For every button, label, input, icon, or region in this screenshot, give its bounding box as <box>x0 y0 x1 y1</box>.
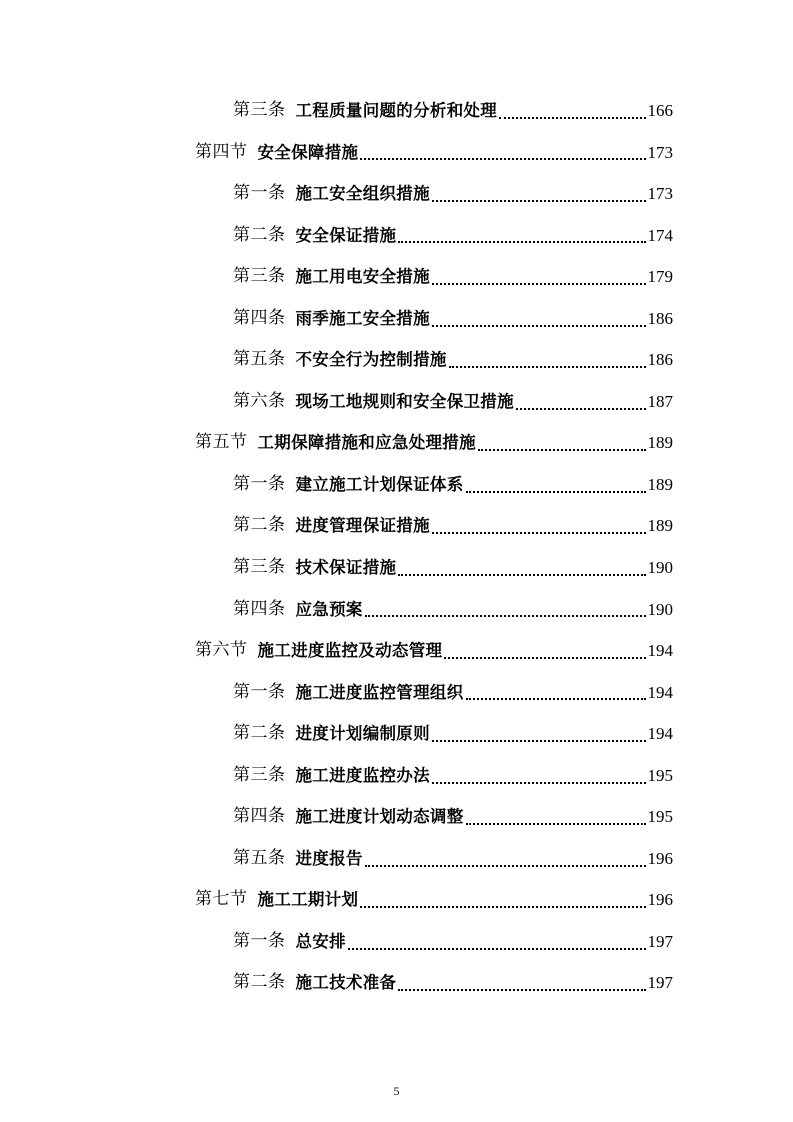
toc-entry-label: 第四条 <box>233 598 286 619</box>
toc-entry-page-number: 186 <box>647 308 673 328</box>
toc-item-entry[interactable] <box>0 547 673 589</box>
toc-item-entry[interactable] <box>0 962 673 1004</box>
toc-entry-page-number: 194 <box>647 682 673 702</box>
page-number: 5 <box>393 1084 400 1098</box>
toc-entry-title: 建立施工计划保证体系 <box>295 474 464 494</box>
toc-entry-title: 施工进度监控办法 <box>295 765 430 785</box>
toc-entry-page-number: 196 <box>647 848 673 868</box>
toc-dot-leader <box>398 240 645 243</box>
toc-entry-title: 施工用电安全措施 <box>295 267 430 287</box>
toc-entry-title: 施工工期计划 <box>257 890 359 910</box>
toc-dot-leader <box>444 656 645 659</box>
toc-item-entry[interactable] <box>0 921 673 963</box>
toc-dot-leader <box>365 614 646 617</box>
toc-entry-label: 第三条 <box>233 100 286 120</box>
toc-dot-leader <box>432 781 646 784</box>
toc-item-entry[interactable] <box>0 256 673 298</box>
toc-entry-page-number: 189 <box>647 516 673 536</box>
toc-dot-leader <box>499 116 645 119</box>
toc-entry-title: 进度管理保证措施 <box>295 516 430 536</box>
toc-section-entry[interactable] <box>0 879 673 921</box>
toc-entry-title: 应急预案 <box>295 599 363 619</box>
toc-entry-page-number: 173 <box>647 142 673 162</box>
toc-dot-leader <box>348 947 646 950</box>
toc-dot-leader <box>466 490 646 493</box>
toc-entry-label: 第六节 <box>195 640 248 661</box>
toc-dot-leader <box>432 199 646 202</box>
toc-entry-page-number: 174 <box>647 225 673 245</box>
table-of-contents <box>0 90 793 1004</box>
toc-entry-page-number: 166 <box>647 101 673 120</box>
toc-dot-leader <box>432 739 646 742</box>
toc-entry-title: 进度报告 <box>295 848 363 868</box>
toc-entry-title: 工期保障措施和应急处理措施 <box>257 433 476 453</box>
toc-dot-leader <box>398 988 645 991</box>
toc-entry-label: 第六条 <box>233 390 286 411</box>
toc-entry-label: 第三条 <box>233 557 286 578</box>
toc-entry-page-number: 194 <box>647 724 673 744</box>
toc-item-entry[interactable] <box>0 215 673 257</box>
toc-entry-label: 第三条 <box>233 764 286 785</box>
toc-entry-page-number: 190 <box>647 558 673 578</box>
toc-item-entry[interactable] <box>0 298 673 340</box>
toc-item-entry[interactable] <box>0 339 673 381</box>
toc-entry-page-number: 195 <box>647 765 673 785</box>
toc-item-entry[interactable] <box>0 589 673 631</box>
toc-entry-title: 进度计划编制原则 <box>295 724 430 744</box>
toc-entry-title: 现场工地规则和安全保卫措施 <box>295 391 514 411</box>
toc-dot-leader <box>516 407 646 410</box>
toc-entry-title: 安全保证措施 <box>295 225 397 245</box>
toc-entry-page-number: 197 <box>647 931 673 951</box>
toc-entry-title: 施工安全组织措施 <box>295 184 430 204</box>
toc-dot-leader <box>432 282 646 285</box>
toc-entry-label: 第二条 <box>233 515 286 536</box>
toc-entry-label: 第一条 <box>233 473 286 494</box>
toc-dot-leader <box>398 573 645 576</box>
toc-item-entry[interactable] <box>0 173 673 215</box>
toc-entry-title: 安全保障措施 <box>257 142 359 162</box>
toc-item-entry[interactable] <box>0 90 673 132</box>
toc-entry-label: 第四节 <box>195 141 248 162</box>
toc-section-entry[interactable] <box>0 132 673 174</box>
toc-entry-label: 第一条 <box>233 681 286 702</box>
toc-entry-title: 雨季施工安全措施 <box>295 308 430 328</box>
toc-entry-page-number: 189 <box>647 474 673 494</box>
toc-dot-leader <box>365 864 646 867</box>
toc-entry-title: 施工技术准备 <box>295 973 397 993</box>
toc-entry-page-number: 196 <box>647 890 673 910</box>
toc-entry-label: 第一条 <box>233 183 286 204</box>
toc-entry-page-number: 173 <box>647 184 673 204</box>
toc-entry-title: 施工进度计划动态调整 <box>295 807 464 827</box>
toc-entry-label: 第四条 <box>233 307 286 328</box>
toc-dot-leader <box>432 531 646 534</box>
toc-entry-label: 第五条 <box>233 349 286 370</box>
toc-entry-title: 工程质量问题的分析和处理 <box>295 101 498 120</box>
toc-item-entry[interactable] <box>0 672 673 714</box>
toc-entry-page-number: 197 <box>647 973 673 993</box>
toc-entry-page-number: 179 <box>647 267 673 287</box>
toc-entry-label: 第二条 <box>233 224 286 245</box>
toc-entry-title: 技术保证措施 <box>295 558 397 578</box>
toc-entry-label: 第二条 <box>233 723 286 744</box>
toc-item-entry[interactable] <box>0 381 673 423</box>
toc-entry-label: 第四条 <box>233 806 286 827</box>
toc-entry-page-number: 186 <box>647 350 673 370</box>
toc-entry-title: 总安排 <box>295 931 346 951</box>
toc-entry-page-number: 190 <box>647 599 673 619</box>
toc-entry-page-number: 195 <box>647 807 673 827</box>
toc-entry-page-number: 189 <box>647 433 673 453</box>
toc-dot-leader <box>432 324 646 327</box>
toc-entry-label: 第五条 <box>233 847 286 868</box>
toc-entry-label: 第七节 <box>195 889 248 910</box>
toc-entry-title: 施工进度监控及动态管理 <box>257 641 443 661</box>
toc-dot-leader <box>466 697 646 700</box>
toc-entry-page-number: 194 <box>647 641 673 661</box>
toc-item-entry[interactable] <box>0 838 673 880</box>
toc-entry-title: 不安全行为控制措施 <box>295 350 447 370</box>
toc-dot-leader <box>466 822 646 825</box>
toc-dot-leader <box>360 157 645 160</box>
toc-dot-leader <box>478 448 646 451</box>
toc-entry-label: 第二条 <box>233 972 286 993</box>
toc-entry-label: 第三条 <box>233 266 286 287</box>
toc-item-entry[interactable] <box>0 796 673 838</box>
toc-entry-label: 第一条 <box>233 930 286 951</box>
toc-section-entry[interactable] <box>0 630 673 672</box>
toc-dot-leader <box>449 365 646 368</box>
toc-item-entry[interactable] <box>0 755 673 797</box>
toc-item-entry[interactable] <box>0 713 673 755</box>
toc-section-entry[interactable] <box>0 422 673 464</box>
toc-entry-title: 施工进度监控管理组织 <box>295 682 464 702</box>
toc-entry-page-number: 187 <box>647 391 673 411</box>
toc-item-entry[interactable] <box>0 505 673 547</box>
toc-entry-label: 第五节 <box>195 432 248 453</box>
toc-dot-leader <box>360 905 645 908</box>
toc-item-entry[interactable] <box>0 464 673 506</box>
